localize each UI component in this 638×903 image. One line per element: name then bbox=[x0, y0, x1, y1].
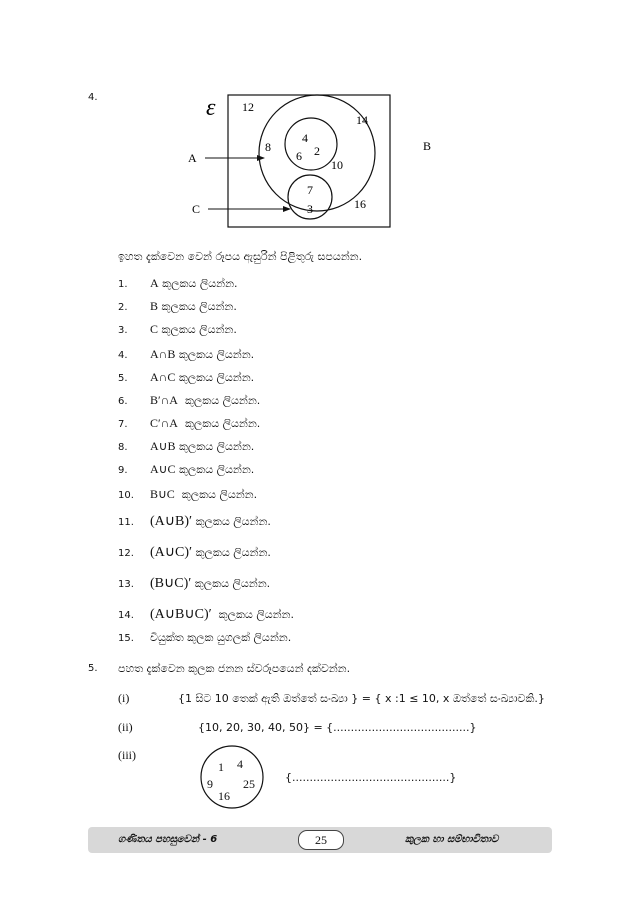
q4-item-14 bbox=[118, 603, 294, 623]
q4-item-instruction: කුලකය ලියන්න. bbox=[158, 323, 237, 336]
q4-item-set-expression: A bbox=[150, 276, 159, 290]
q4-item-number: 6. bbox=[118, 396, 128, 407]
element-4: 4 bbox=[302, 131, 308, 145]
q4-item-set-expression: A∩B bbox=[150, 347, 176, 361]
element-14: 14 bbox=[356, 113, 368, 127]
q4-item-instruction: කුලකය ලියන්න. bbox=[192, 515, 271, 528]
circle-element-1: 1 bbox=[218, 760, 224, 774]
q4-item-instruction: කුලකය ලියන්න. bbox=[175, 463, 255, 476]
q4-item-instruction: වියුක්ත කුලක යුගලක් ලියන්න. bbox=[150, 631, 292, 644]
q4-item-instruction: කුලකය ලියන්න. bbox=[177, 417, 261, 430]
q4-item-number: 13. bbox=[118, 579, 134, 590]
q4-item-instruction: කුලකය ලියන්න. bbox=[175, 348, 255, 361]
q4-item-set-expression: C′∩A bbox=[150, 416, 178, 430]
label-set-b: B bbox=[423, 139, 432, 153]
q4-item-set-expression: B′∩A bbox=[150, 393, 178, 407]
q4-item-11 bbox=[118, 510, 271, 530]
q4-item-4 bbox=[118, 343, 254, 362]
q4-item-number: 11. bbox=[118, 517, 134, 528]
q4-item-1 bbox=[118, 272, 238, 291]
q4-item-number: 15. bbox=[118, 633, 134, 644]
q4-item-set-expression: A∪C bbox=[150, 462, 176, 476]
venn-diagram bbox=[180, 85, 450, 235]
element-16: 16 bbox=[354, 197, 366, 211]
circle-element-4: 4 bbox=[237, 757, 243, 771]
q4-item-number: 5. bbox=[118, 373, 128, 384]
element-3: 3 bbox=[307, 202, 313, 216]
q4-item-set-expression: B∪C bbox=[150, 487, 175, 501]
q4-item-instruction: කුලකය ලියන්න. bbox=[192, 546, 271, 559]
label-set-a: A bbox=[188, 151, 197, 165]
q4-item-10 bbox=[118, 483, 257, 502]
element-7: 7 bbox=[307, 183, 313, 197]
q4-item-15 bbox=[118, 626, 291, 645]
q4-item-instruction: කුලකය ලියන්න. bbox=[158, 277, 238, 290]
question-4-instruction: ඉහත දැක්වෙන වෙන් රූපය ඇසුරින් පිළිතුරු සපයන්න. bbox=[118, 250, 363, 263]
q4-item-number: 10. bbox=[118, 490, 134, 501]
q4-item-number: 12. bbox=[118, 548, 134, 559]
question-5-instruction: පහත දැක්වෙන කුලක ජනන ස්වරූපයෙන් දක්වන්න. bbox=[118, 662, 351, 675]
q4-item-instruction: කුලකය ලියන්න. bbox=[191, 577, 271, 590]
q4-item-set-expression: (A∪B)′ bbox=[150, 514, 193, 529]
q4-item-6 bbox=[118, 389, 260, 408]
q4-item-number: 14. bbox=[118, 610, 134, 621]
question-5-number: 5. bbox=[88, 663, 98, 674]
element-12: 12 bbox=[242, 100, 254, 114]
q4-item-number: 8. bbox=[118, 442, 128, 453]
q4-item-number: 3. bbox=[118, 325, 128, 336]
q4-item-number: 9. bbox=[118, 465, 128, 476]
q4-item-set-expression: A∩C bbox=[150, 370, 176, 384]
q4-item-set-expression: B bbox=[150, 299, 159, 313]
circle-element-25: 25 bbox=[243, 777, 255, 791]
q4-item-instruction: කුලකය ලියන්න. bbox=[211, 608, 294, 621]
q4-item-instruction: කුලකය ලියන්න. bbox=[158, 300, 237, 313]
footer-book-title: ගණිතය පහසුවෙන් - 6 bbox=[118, 834, 218, 845]
set-a-circle bbox=[285, 118, 337, 170]
page-number: 25 bbox=[298, 830, 344, 850]
q4-item-8 bbox=[118, 435, 254, 454]
part-i-label: (i) bbox=[118, 691, 130, 705]
q4-item-instruction: කුලකය ලියන්න. bbox=[175, 440, 255, 453]
universal-set-symbol: ε bbox=[206, 95, 216, 121]
q4-item-set-expression: C bbox=[150, 322, 159, 336]
element-10: 10 bbox=[331, 158, 343, 172]
element-6: 6 bbox=[296, 149, 302, 163]
q4-item-9 bbox=[118, 458, 254, 477]
q4-item-3 bbox=[118, 318, 237, 337]
part-i-text: {1 සිට 10 තෙක් ඇති ඔත්තේ සංඛ්‍යා } = { x :1 ≤ 10, x ඔත්තේ සංඛ්‍යාවකි.} bbox=[178, 692, 545, 705]
q4-item-set-expression: A∪B bbox=[150, 439, 176, 453]
q4-item-number: 1. bbox=[118, 279, 128, 290]
circle-element-9: 9 bbox=[207, 777, 213, 791]
q4-item-instruction: කුලකය ලියන්න. bbox=[175, 371, 255, 384]
footer-chapter-title: කුලක හා සම්භාවිතාව bbox=[405, 834, 499, 845]
part-iii-answer: {.............................................} bbox=[285, 771, 457, 784]
q4-item-set-expression: (A∪B∪C)′ bbox=[150, 607, 212, 622]
q4-item-12 bbox=[118, 541, 271, 561]
question-4-number: 4. bbox=[88, 92, 98, 103]
q4-item-instruction: කුලකය ලියන්න. bbox=[174, 488, 258, 501]
q4-item-instruction: කුලකය ලියන්න. bbox=[177, 394, 261, 407]
q4-item-number: 4. bbox=[118, 350, 128, 361]
q4-item-5 bbox=[118, 366, 254, 385]
part-ii-label: (ii) bbox=[118, 720, 133, 734]
q4-item-13 bbox=[118, 572, 270, 592]
q4-item-number: 2. bbox=[118, 302, 128, 313]
q4-item-set-expression: (A∪C)′ bbox=[150, 545, 193, 560]
q4-item-set-expression: (B∪C)′ bbox=[150, 576, 192, 591]
circle-element-16: 16 bbox=[218, 789, 230, 803]
part-ii-text: {10, 20, 30, 40, 50} = {.......................................} bbox=[198, 721, 477, 734]
element-8: 8 bbox=[265, 140, 271, 154]
part-iii-label: (iii) bbox=[118, 748, 136, 762]
q4-item-2 bbox=[118, 295, 237, 314]
element-2: 2 bbox=[314, 144, 320, 158]
q4-item-number: 7. bbox=[118, 419, 128, 430]
q4-item-7 bbox=[118, 412, 260, 431]
label-set-c: C bbox=[192, 202, 201, 216]
